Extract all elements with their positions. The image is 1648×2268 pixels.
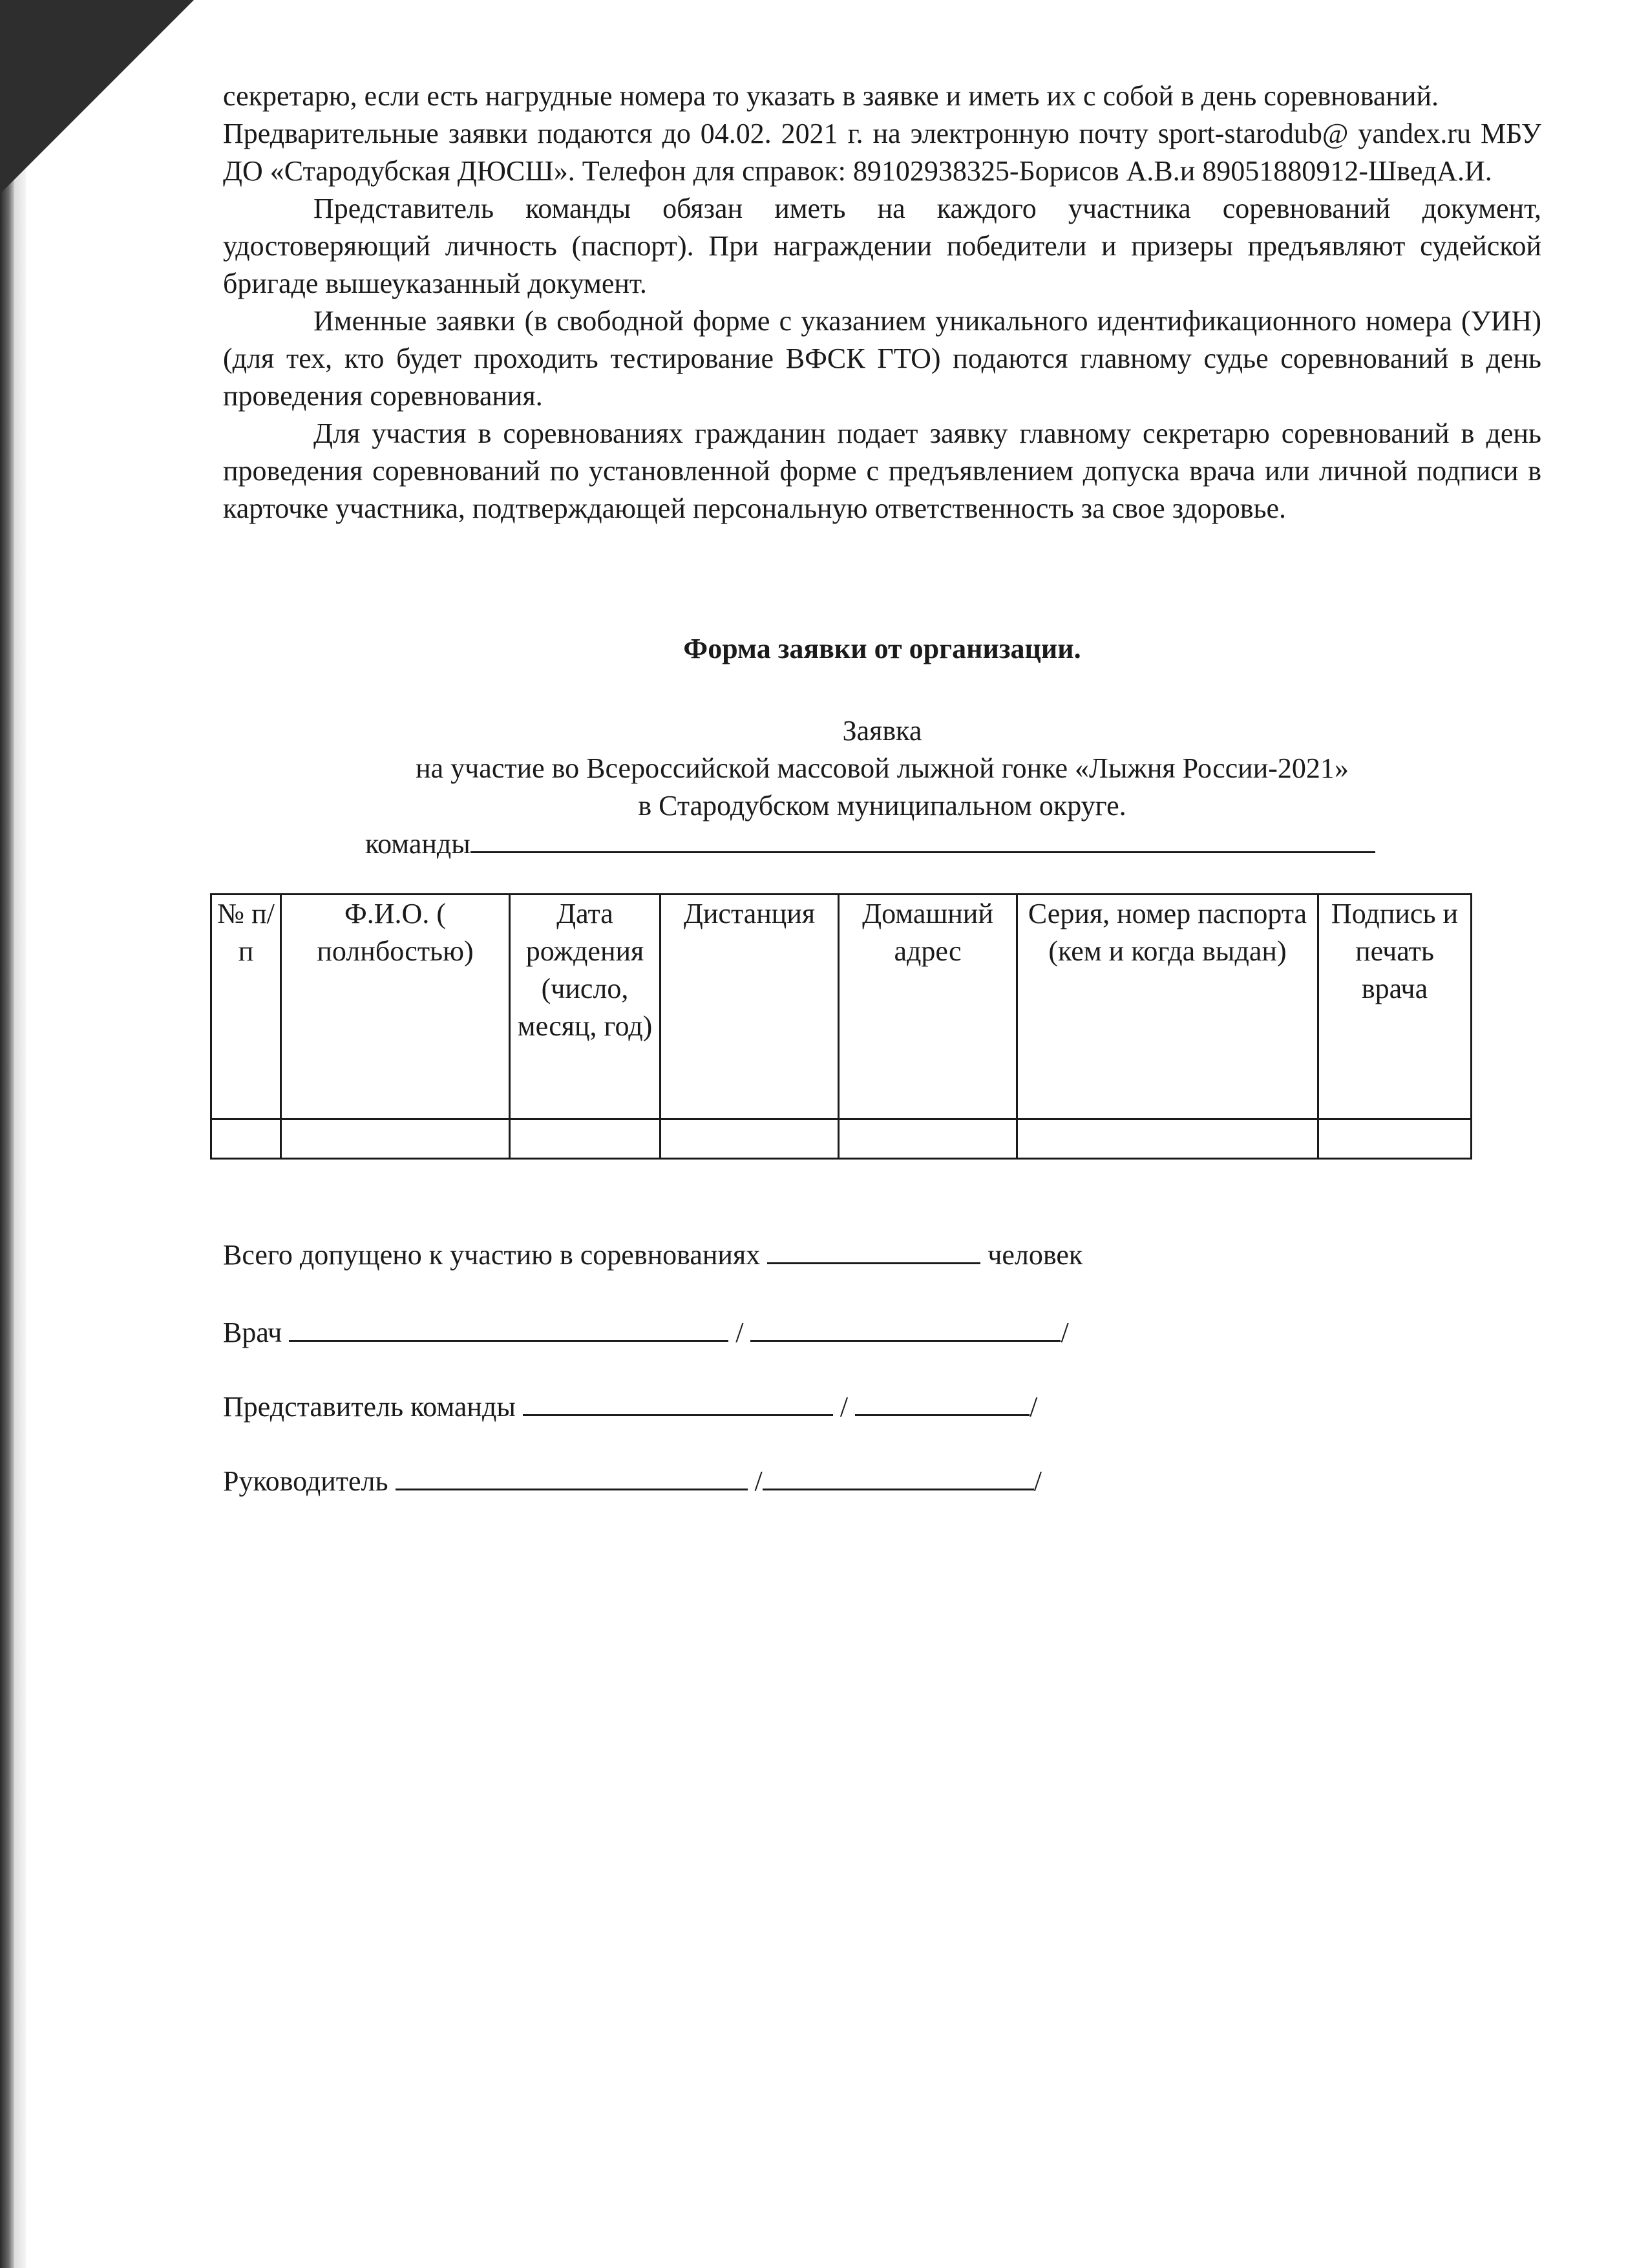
doctor-label: Врач — [223, 1317, 282, 1348]
total-admitted-label: Всего допущено к участию в соревнованиях — [223, 1239, 761, 1271]
cell-home-address[interactable] — [839, 1119, 1017, 1159]
application-title-block — [223, 712, 1541, 825]
header-number: № п/п — [211, 895, 281, 1119]
head-label: Руководитель — [223, 1465, 388, 1497]
team-rep-name-field[interactable] — [855, 1388, 1030, 1416]
head-signature-field[interactable] — [396, 1463, 748, 1490]
team-name-field[interactable] — [470, 825, 1375, 853]
cell-number[interactable] — [211, 1119, 281, 1159]
application-table — [210, 893, 1472, 1160]
head-signature-line: Руководитель / / — [223, 1463, 1042, 1500]
team-label: команды — [365, 828, 470, 860]
team-rep-signature-field[interactable] — [523, 1388, 833, 1416]
total-admitted-field[interactable] — [767, 1236, 980, 1264]
head-name-field[interactable] — [763, 1463, 1034, 1490]
cell-distance[interactable] — [660, 1119, 839, 1159]
application-subtitle: на участие во Всероссийской массовой лыжной гонке «Лыжня России-2021» — [416, 752, 1349, 784]
table-header-row — [211, 895, 1472, 1119]
doctor-signature-field[interactable] — [289, 1314, 728, 1342]
doctor-signature-line: Врач / / — [223, 1314, 1069, 1351]
team-line — [365, 825, 1375, 863]
header-home-address: Домашний адрес — [839, 895, 1017, 1119]
cell-birth-date[interactable] — [510, 1119, 660, 1159]
header-birth-date: Дата рождения (число, месяц, год) — [510, 895, 660, 1119]
total-admitted-line — [223, 1236, 1083, 1274]
paragraph-preliminary-applications: Предварительные заявки подаются до 04.02. 2021 г. на электронную почту sport-starodub@ yandex.ru МБУ ДО «Стародубская ДЮСШ». Телефон для справок: 89102938325-Борисов А.В.и 89051880912-ШведА.И. — [223, 118, 1541, 187]
doctor-name-field[interactable] — [750, 1314, 1061, 1342]
table-row — [211, 1119, 1472, 1159]
header-full-name: Ф.И.О. ( полнбостью) — [281, 895, 510, 1119]
application-location: в Стародубском муниципальном округе. — [638, 790, 1126, 821]
total-admitted-unit: человек — [988, 1239, 1083, 1271]
cell-doctor-signature[interactable] — [1318, 1119, 1472, 1159]
team-rep-label: Представитель команды — [223, 1391, 516, 1423]
paragraph-citizen-participation: Для участия в соревнованиях гражданин подает заявку главному секретарю соревнований в день проведения соревнований по установленной форме с предъявлением допуска врача или личной подписи в карточке участника, подтверждающей персональную ответственность за свое здоровье. — [223, 418, 1541, 524]
paragraph-secretary: секретарю, если есть нагрудные номера то указать в заявке и иметь их с собой в день соревнований. — [223, 80, 1439, 112]
paragraph-team-representative: Представитель команды обязан иметь на каждого участника соревнований документ, удостоверяющий личность (паспорт). При награждении победители и призеры предъявляют судейской бригаде вышеуказанный документ. — [223, 193, 1541, 299]
team-rep-signature-line: Представитель команды / / — [223, 1388, 1037, 1426]
form-heading: Форма заявки от организации. — [683, 633, 1081, 664]
application-title: Заявка — [842, 715, 922, 747]
paragraph-named-applications: Именные заявки (в свободной форме с указанием уникального идентификационного номера (УИН) (для тех, кто будет проходить тестирование ВФСК ГТО) подаются главному судье соревнований в день проведения соревнования. — [223, 305, 1541, 412]
body-text — [223, 78, 1541, 527]
cell-full-name[interactable] — [281, 1119, 510, 1159]
header-doctor-signature: Подпись и печать врача — [1318, 895, 1472, 1119]
cell-passport[interactable] — [1017, 1119, 1318, 1159]
header-distance: Дистанция — [660, 895, 839, 1119]
header-passport: Серия, номер паспорта (кем и когда выдан) — [1017, 895, 1318, 1119]
